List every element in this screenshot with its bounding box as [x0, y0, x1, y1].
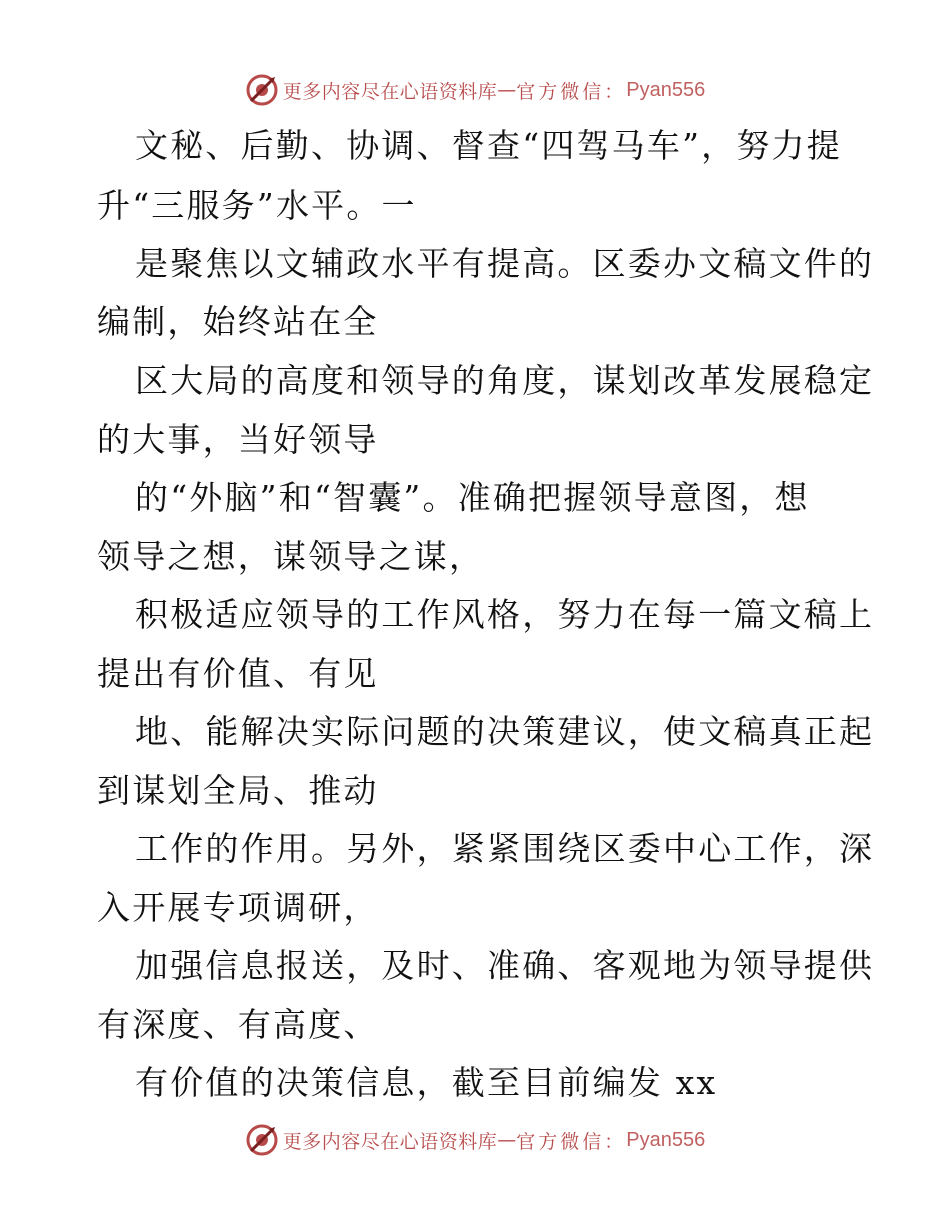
text-line: 到谋划全局、推动 [97, 771, 379, 810]
text-line: 有价值的决策信息，截至目前编发 xx [135, 1063, 718, 1102]
banner-main-text: 更多内容尽在心语资料库 [282, 1130, 498, 1153]
text-line: 提出有价值、有见 [97, 654, 379, 693]
banner-wechat-id: Pyan556 [626, 1128, 706, 1151]
text-line: 的大事，当好领导 [97, 420, 379, 459]
text-line: 的“外脑”和“智囊”。准确把握领导意图，想 [135, 478, 810, 517]
text-line: 工作的作用。另外，紧紧围绕区委中心工作，深 [135, 829, 875, 868]
logo-icon [245, 1123, 279, 1157]
logo-icon [245, 73, 279, 107]
text-line: 文秘、后勤、协调、督查“四驾马车”，努力提 [135, 126, 842, 165]
text-line: 领导之想，谋领导之谋， [97, 537, 485, 576]
text-line: 地、能解决实际问题的决策建议，使文稿真正起 [135, 712, 875, 751]
text-line: 入开展专项调研， [97, 888, 379, 927]
text-line: 积极适应领导的工作风格，努力在每一篇文稿上 [135, 595, 875, 634]
text-line: 升“三服务”水平。一 [97, 186, 417, 225]
banner-dash: — [497, 79, 517, 101]
banner-dash: — [497, 1129, 517, 1151]
footer-banner [0, 1120, 950, 1160]
text-line: 区大局的高度和领导的角度，谋划改革发展稳定 [135, 361, 875, 400]
banner-label: 官方微信： [516, 1130, 627, 1153]
banner-main-text: 更多内容尽在心语资料库 [282, 80, 498, 103]
header-banner [0, 70, 950, 110]
text-line: 是聚焦以文辅政水平有提高。区委办文稿文件的 [135, 244, 875, 283]
banner-wechat-id: Pyan556 [626, 78, 706, 101]
text-line: 编制，始终站在全 [97, 302, 379, 341]
banner-label: 官方微信： [516, 80, 627, 103]
text-line: 有深度、有高度、 [97, 1005, 379, 1044]
text-line: 加强信息报送，及时、准确、客观地为领导提供 [135, 946, 875, 985]
